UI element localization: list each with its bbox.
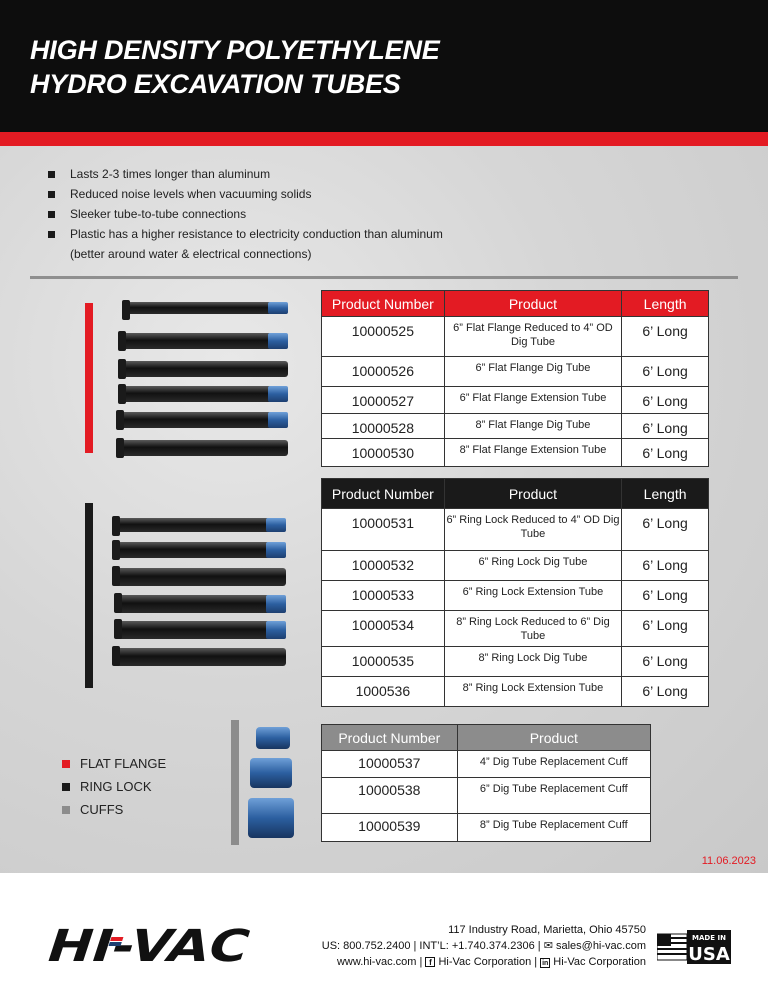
cell-length: 6’ Long (622, 581, 709, 611)
cell-number: 10000535 (322, 647, 445, 677)
cell-number: 10000528 (322, 414, 445, 439)
cell-number: 1000536 (322, 677, 445, 707)
cell-number: 10000530 (322, 439, 445, 467)
feature-item: Lasts 2-3 times longer than aluminum (48, 164, 468, 184)
cell-length: 6’ Long (622, 551, 709, 581)
cell-product: 6” Flat Flange Dig Tube (444, 357, 621, 387)
badge-bottom-text: USA (688, 944, 730, 965)
cell-number: 10000525 (322, 317, 445, 357)
hi-vac-logo (42, 923, 254, 970)
tube (112, 542, 286, 558)
cell-product: 8” Dig Tube Replacement Cuff (457, 814, 650, 842)
cell-number: 10000532 (322, 551, 445, 581)
ring-lock-bar (85, 503, 93, 688)
table-header-row (322, 725, 651, 751)
tube (114, 595, 286, 613)
cell-length: 6’ Long (622, 611, 709, 647)
separator: | (537, 940, 544, 952)
table-header-row (322, 479, 709, 509)
category-legend (62, 752, 166, 821)
address: 117 Industry Road, Marietta, Ohio 45750 (448, 924, 646, 936)
made-in-usa-badge (657, 928, 733, 971)
facebook-icon: f (425, 957, 435, 967)
col-header-number: Product Number (322, 479, 445, 509)
cell-length: 6’ Long (622, 509, 709, 551)
legend-swatch (62, 806, 70, 814)
cell-length: 6’ Long (622, 414, 709, 439)
cell-length: 6’ Long (622, 677, 709, 707)
table-row (322, 357, 709, 387)
legend-label: RING LOCK (80, 779, 152, 794)
table-row (322, 439, 709, 467)
col-header-number: Product Number (322, 291, 445, 317)
website-link[interactable]: www.hi-vac.com (336, 956, 417, 968)
legend-item-cuffs (62, 798, 166, 821)
table-header-row (322, 291, 709, 317)
ring-lock-table (321, 478, 709, 707)
cell-length: 6’ Long (622, 317, 709, 357)
cell-product: 6” Ring Lock Extension Tube (444, 581, 621, 611)
flat-flange-table (321, 290, 709, 467)
revision-date: 11.06.2023 (701, 855, 756, 867)
phone-us: US: 800.752.2400 (321, 940, 411, 952)
table-row (322, 509, 709, 551)
tube (112, 568, 286, 586)
title-line-1: HIGH DENSITY POLYETHYLENE (30, 35, 440, 65)
section-divider (30, 276, 738, 279)
table-row (322, 814, 651, 842)
table-row (322, 414, 709, 439)
page-title (30, 33, 440, 101)
tube (112, 518, 286, 532)
cell-product: 6” Ring Lock Dig Tube (444, 551, 621, 581)
cuff (248, 798, 294, 838)
legend-item-flat-flange (62, 752, 166, 775)
legend-label: FLAT FLANGE (80, 756, 167, 771)
facebook-link[interactable]: Hi-Vac Corporation (438, 956, 532, 968)
tube (118, 333, 288, 349)
cell-product: 6” Flat Flange Extension Tube (444, 387, 621, 414)
feature-item: Sleeker tube-to-tube connections (48, 204, 468, 224)
cell-length: 6’ Long (622, 387, 709, 414)
cell-product: 4” Dig Tube Replacement Cuff (457, 751, 650, 778)
cell-product: 6” Flat Flange Reduced to 4” OD Dig Tube (444, 317, 621, 357)
cell-length: 6’ Long (622, 647, 709, 677)
table-row (322, 317, 709, 357)
table-row (322, 677, 709, 707)
cell-product: 8” Ring Lock Extension Tube (444, 677, 621, 707)
tube (112, 648, 286, 666)
table-row (322, 387, 709, 414)
tube (114, 621, 286, 639)
col-header-length: Length (622, 479, 709, 509)
legend-label: CUFFS (80, 802, 124, 817)
separator: | (413, 940, 420, 952)
table-row (322, 551, 709, 581)
cell-product: 8” Ring Lock Reduced to 6” Dig Tube (444, 611, 621, 647)
cell-product: 6” Ring Lock Reduced to 4” OD Dig Tube (444, 509, 621, 551)
cell-length: 6’ Long (622, 357, 709, 387)
cell-length: 6’ Long (622, 439, 709, 467)
separator: | (419, 956, 426, 968)
table-row (322, 611, 709, 647)
tube (116, 412, 288, 428)
linkedin-link[interactable]: Hi-Vac Corporation (553, 956, 646, 968)
cuffs-bar (231, 720, 239, 845)
col-header-length: Length (622, 291, 709, 317)
cuff (250, 758, 292, 788)
contact-info (322, 922, 646, 970)
email-link[interactable]: sales@hi-vac.com (555, 940, 646, 952)
separator: | (534, 956, 541, 968)
phone-intl: INT’L: +1.740.374.2306 (419, 940, 535, 952)
col-header-product: Product (444, 291, 621, 317)
cell-number: 10000539 (322, 814, 458, 842)
cell-number: 10000538 (322, 778, 458, 814)
tube (118, 386, 288, 402)
col-header-product: Product (444, 479, 621, 509)
cell-product: 8” Ring Lock Dig Tube (444, 647, 621, 677)
table-row (322, 647, 709, 677)
email-icon: ✉ (543, 940, 553, 952)
title-line-2: HYDRO EXCAVATION TUBES (30, 69, 401, 99)
table-row (322, 581, 709, 611)
flat-flange-bar (85, 303, 93, 453)
cell-product: 8” Flat Flange Dig Tube (444, 414, 621, 439)
col-header-product: Product (457, 725, 650, 751)
page-header (0, 0, 768, 132)
feature-item: Plastic has a higher resistance to electricity conduction than aluminum (better around water & electrical connections) (48, 224, 468, 264)
table-row (322, 778, 651, 814)
tube (118, 361, 288, 377)
col-header-number: Product Number (322, 725, 458, 751)
web-social-line (322, 954, 646, 970)
cell-number: 10000526 (322, 357, 445, 387)
cell-number: 10000534 (322, 611, 445, 647)
cell-number: 10000537 (322, 751, 458, 778)
phone-email-line (322, 938, 646, 954)
table-row (322, 751, 651, 778)
cell-product: 6” Dig Tube Replacement Cuff (457, 778, 650, 814)
legend-swatch (62, 760, 70, 768)
legend-item-ring-lock (62, 775, 166, 798)
badge-top-text: MADE IN (692, 934, 726, 942)
us-flag-icon (657, 934, 687, 960)
feature-item: Reduced noise levels when vacuuming solids (48, 184, 468, 204)
tube (116, 440, 288, 456)
feature-list (48, 164, 468, 264)
cell-number: 10000531 (322, 509, 445, 551)
logo-text: HI-VAC (42, 923, 223, 965)
red-accent-band (0, 132, 768, 146)
linkedin-icon: in (542, 960, 549, 967)
cell-number: 10000527 (322, 387, 445, 414)
cell-number: 10000533 (322, 581, 445, 611)
cell-product: 8” Flat Flange Extension Tube (444, 439, 621, 467)
cuffs-table (321, 724, 651, 842)
legend-swatch (62, 783, 70, 791)
cuff (256, 727, 290, 749)
tube (122, 302, 288, 314)
